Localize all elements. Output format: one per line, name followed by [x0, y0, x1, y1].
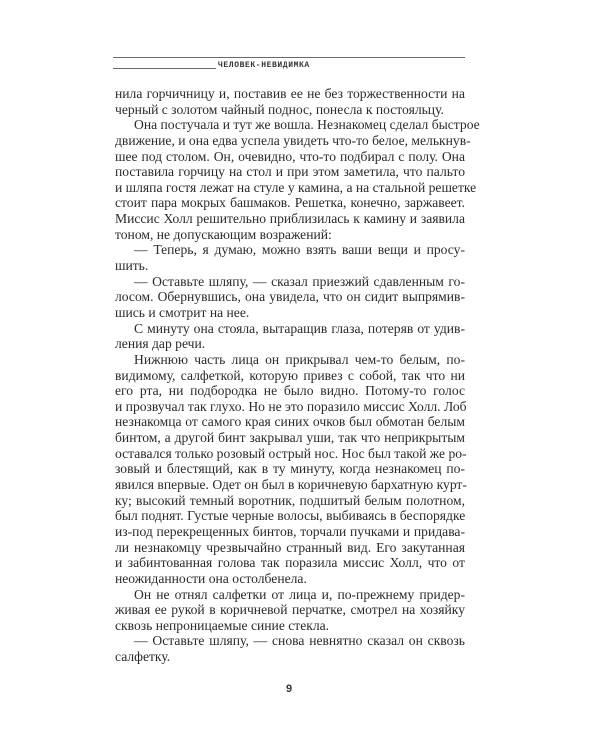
text-line: тоном, не допускающим возражений:: [115, 226, 332, 242]
text-line: шее под столом. Он, очевидно, что-то подбирал с полу. Она: [115, 148, 465, 164]
text-line: — Теперь, я думаю, можно взять ваши вещи и просу-: [134, 242, 465, 258]
running-head-left-rule: [113, 68, 216, 69]
text-line: нила горчичницу и, поставив ее не без торжественности на: [115, 86, 465, 101]
text-line: ку; высокий темный воротник, подшитый белым полотном,: [115, 492, 465, 508]
text-line: был поднят. Густые черные волосы, выбиваясь в беспорядке: [115, 508, 466, 524]
text-line: его рта, ни подбородка не было видно. Потому-то голос: [115, 383, 465, 399]
text-line: и забинтованная голова так поразила миссис Холл, что от: [115, 555, 465, 571]
text-line: С минуту она стояла, вытаращив глаза, потеряв от удив-: [134, 320, 465, 336]
text-line: лосом. Обернувшись, она увидела, что он сидит выпрямив-: [115, 289, 465, 305]
text-line: шись и смотрит на нее.: [115, 304, 250, 320]
text-line: движение, и она едва успела увидеть что-то белое, мелькнув-: [115, 132, 471, 148]
text-line: шить.: [115, 258, 149, 274]
text-line: оставался только розовый острый нос. Нос был такой же ро-: [115, 445, 467, 461]
text-line: живая ее рукой в коричневой перчатке, смотрел на хозяйку: [115, 602, 465, 618]
text-line: бинтом, а другой бинт закрывал уши, так что неприкрытым: [115, 430, 465, 446]
text-line: зовый и блестящий, как в ту минуту, когда незнакомец по-: [115, 461, 465, 477]
text-line: — Оставьте шляпу, — снова невнятно сказал он сквозь: [134, 633, 465, 649]
text-line: Она постучала и тут же вошла. Незнакомец сделал быстрое: [134, 117, 480, 133]
running-head-title: ЧЕЛОВЕК-НЕВИДИМКА: [218, 61, 310, 70]
text-line: Миссис Холл решительно приблизилась к камину и заявила: [115, 211, 465, 227]
text-line: из-под перекрещенных бинтов, торчали пучками и придава-: [115, 523, 465, 539]
text-line: стоит пара мокрых башмаков. Решетка, конечно, заржавеет.: [115, 195, 465, 211]
text-line: ли незнакомцу чрезвычайно странный вид. Его закутанная: [115, 539, 465, 555]
text-line: неожиданности она остолбенела.: [115, 570, 307, 586]
text-line: сквозь непроницаемые синие стекла.: [115, 617, 330, 633]
text-line: незнакомца от самого края синих очков был обмотан белым: [115, 414, 465, 430]
text-line: явился впервые. Одет он был в коричневую бархатную курт-: [115, 477, 467, 493]
text-line: салфетку.: [115, 649, 171, 665]
text-line: Нижнюю часть лица он прикрывал чем-то белым, по-: [134, 351, 465, 367]
page-number: 9: [285, 683, 293, 695]
text-line: Он не отнял салфетки от лица и, по-прежнему придер-: [134, 586, 465, 602]
text-line: и шляпа гостя лежат на стуле у камина, а на стальной решетке: [115, 179, 477, 195]
running-head-top-rule: [113, 57, 465, 58]
text-line: ления дар речи.: [115, 336, 206, 352]
text-line: и прозвучал так глухо. Но не это поразило миссис Холл. Лоб: [115, 398, 467, 414]
text-line: поставила горчицу на стол и при этом заметила, что пальто: [115, 164, 465, 180]
text-line: — Оставьте шляпу, — сказал приезжий сдавленным го-: [134, 273, 465, 289]
text-line: видимому, салфеткой, которую привез с собой, так что ни: [115, 367, 465, 383]
body-text: [115, 86, 480, 665]
text-line: черный с золотом чайный поднос, понесла к постояльцу.: [115, 101, 444, 117]
